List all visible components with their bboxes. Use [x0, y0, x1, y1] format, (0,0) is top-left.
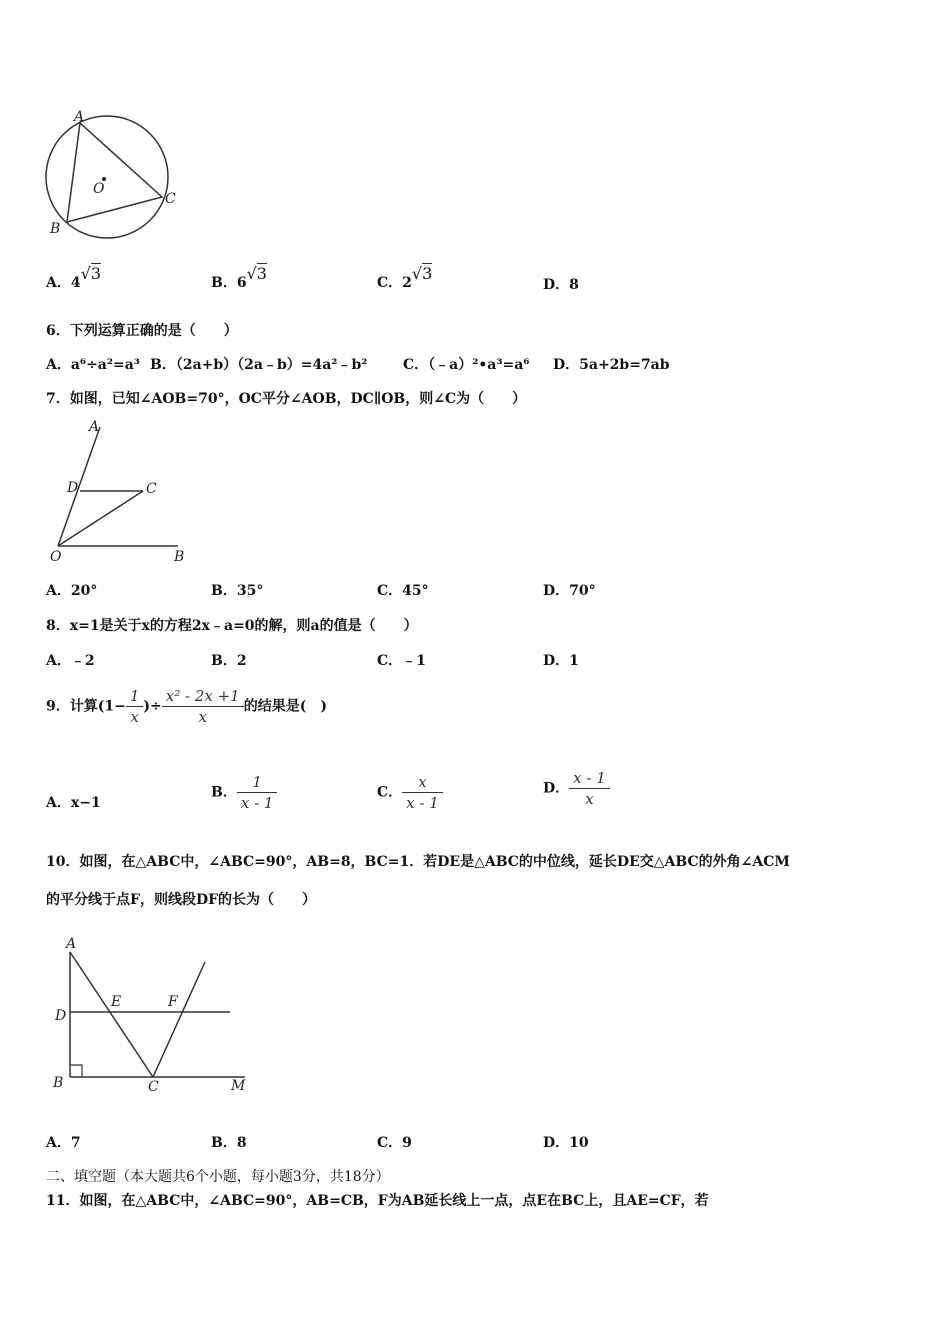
circle-triangle-figure: [40, 105, 190, 245]
label-e: E: [111, 994, 122, 1010]
q5-option-c: C．2√3: [377, 264, 433, 291]
q9-fraction-1: $\frac{1}{x}$: [126, 686, 144, 727]
q10-option-d: D．10: [543, 1135, 589, 1151]
q7-option-c: C．45°: [377, 583, 429, 599]
q9-option-c: C． $\frac{x}{x - 1}$: [377, 772, 443, 813]
label-m: M: [231, 1078, 246, 1094]
q9-fraction-2: $\frac{\text{x² - 2x +1}}{x}$: [162, 686, 244, 727]
q9-option-b: B． $\frac{1}{x - 1}$: [211, 772, 277, 813]
q5-option-d: D．8: [543, 277, 579, 293]
triangle-midline-figure: [45, 932, 270, 1097]
label-c: C: [165, 191, 176, 207]
label-d: D: [55, 1008, 67, 1024]
q9-option-d: D． $\frac{x - 1}{x}$: [543, 768, 610, 809]
label-f: F: [168, 994, 178, 1010]
q8-option-b: B．2: [211, 653, 247, 669]
q6-option-d: D．5a+2b=7ab: [553, 357, 670, 373]
q11-stem: 11．如图，在△ABC中，∠ABC=90°，AB=CB，F为AB延长线上一点，点E在BC上，且AE=CF，若: [46, 1193, 709, 1209]
label-b: B: [174, 549, 185, 565]
q5-option-b: B．6√3: [211, 264, 267, 291]
q10-stem-line2: 的平分线于点F，则线段DF的长为（ ）: [46, 892, 317, 908]
q8-option-d: D．1: [543, 653, 579, 669]
q7-option-b: B．35°: [211, 583, 264, 599]
label-b: B: [50, 221, 61, 237]
label-d: D: [67, 480, 79, 496]
q6-stem: 6．下列运算正确的是（ ）: [46, 323, 238, 339]
q7-stem: 7．如图，已知∠AOB=70°，OC平分∠AOB，DC∥OB，则∠C为（ ）: [46, 391, 527, 407]
q7-option-a: A．20°: [46, 583, 98, 599]
q6-option-b: B．（2a+b）（2a﹣b）=4a²﹣b²: [150, 357, 368, 373]
q10-option-b: B．8: [211, 1135, 247, 1151]
label-a: A: [74, 109, 85, 125]
section-heading: 二、填空题（本大题共6个小题，每小题3分，共18分）: [46, 1169, 390, 1185]
label-o: O: [50, 549, 62, 565]
q10-option-c: C．9: [377, 1135, 412, 1151]
angle-bisector-figure: [40, 415, 200, 570]
q10-option-a: A．7: [46, 1135, 81, 1151]
q8-stem: 8．x=1是关于x的方程2x﹣a=0的解，则a的值是（ ）: [46, 618, 418, 634]
q9-option-a: A．x−1: [46, 795, 101, 811]
label-b: B: [53, 1075, 64, 1091]
label-a: A: [89, 419, 100, 435]
q7-option-d: D．70°: [543, 583, 596, 599]
label-c: C: [146, 481, 157, 497]
q10-stem-line1: 10．如图，在△ABC中，∠ABC=90°，AB=8，BC=1．若DE是△ABC的中位线，延长DE交△ABC的外角∠ACM: [46, 854, 790, 870]
q9-stem: 9．计算(1− $\frac{1}{x}$ )÷ $\frac{\text{x² - 2x +1}}{x}$ 的结果是( ): [46, 687, 327, 726]
q6-option-a: A．a⁶÷a²=a³: [46, 357, 140, 373]
label-o: O: [93, 181, 105, 197]
q6-option-c: C．（﹣a）²•a³=a⁶: [403, 357, 530, 373]
label-a: A: [66, 936, 77, 952]
q5-option-a: A．4√3: [46, 264, 102, 291]
label-c: C: [148, 1079, 159, 1095]
q8-option-a: A．﹣2: [46, 653, 95, 669]
q8-option-c: C．﹣1: [377, 653, 426, 669]
